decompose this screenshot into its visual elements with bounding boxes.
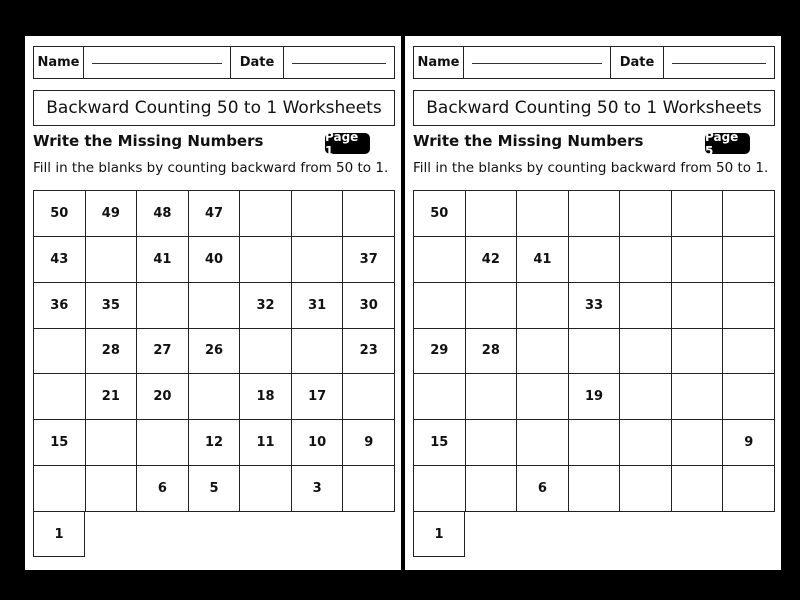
grid-cell[interactable]	[569, 191, 621, 237]
section-heading: Write the Missing Numbers	[413, 132, 644, 150]
grid-cell[interactable]	[292, 237, 344, 283]
worksheet-title: Backward Counting 50 to 1 Worksheets	[413, 90, 775, 126]
grid-cell[interactable]: 18	[240, 374, 292, 420]
grid-cell[interactable]: 50	[34, 191, 86, 237]
grid-cell[interactable]: 43	[34, 237, 86, 283]
grid-cell[interactable]: 47	[189, 191, 241, 237]
name-date-box	[413, 46, 775, 79]
grid-cell[interactable]: 28	[466, 329, 518, 375]
page-badge: Page 1	[325, 133, 370, 154]
last-number-cell[interactable]: 1	[33, 511, 85, 557]
grid-cell[interactable]: 26	[189, 329, 241, 375]
last-number-cell[interactable]: 1	[413, 511, 465, 557]
grid-cell[interactable]	[86, 466, 138, 512]
grid-cell[interactable]	[34, 374, 86, 420]
grid-cell[interactable]	[240, 237, 292, 283]
section-heading: Write the Missing Numbers	[33, 132, 264, 150]
grid-cell[interactable]	[137, 283, 189, 329]
grid-cell[interactable]: 30	[343, 283, 395, 329]
grid-cell[interactable]: 42	[466, 237, 518, 283]
grid-cell[interactable]: 48	[137, 191, 189, 237]
grid-cell[interactable]	[466, 191, 518, 237]
grid-cell[interactable]: 49	[86, 191, 138, 237]
instructions-text: Fill in the blanks by counting backward from 50 to 1.	[33, 160, 389, 176]
grid-cell[interactable]	[414, 466, 466, 512]
grid-cell[interactable]: 23	[343, 329, 395, 375]
grid-cell[interactable]: 9	[723, 420, 775, 466]
grid-cell[interactable]	[292, 329, 344, 375]
grid-cell[interactable]	[569, 466, 621, 512]
date-label: Date	[611, 47, 664, 78]
grid-cell[interactable]	[620, 237, 672, 283]
grid-cell[interactable]: 41	[517, 237, 569, 283]
grid-cell[interactable]	[414, 237, 466, 283]
worksheet-title: Backward Counting 50 to 1 Worksheets	[33, 90, 395, 126]
name-field[interactable]	[84, 47, 231, 78]
grid-cell[interactable]	[414, 283, 466, 329]
grid-cell[interactable]: 41	[137, 237, 189, 283]
grid-cell[interactable]: 28	[86, 329, 138, 375]
grid-cell[interactable]: 17	[292, 374, 344, 420]
grid-cell[interactable]	[86, 420, 138, 466]
grid-cell[interactable]	[466, 283, 518, 329]
grid-cell[interactable]	[672, 191, 724, 237]
name-date-box	[33, 46, 395, 79]
grid-cell[interactable]: 31	[292, 283, 344, 329]
grid-cell[interactable]: 19	[569, 374, 621, 420]
date-field[interactable]	[284, 47, 394, 78]
grid-cell[interactable]	[34, 466, 86, 512]
grid-cell[interactable]: 37	[343, 237, 395, 283]
grid-cell[interactable]: 5	[189, 466, 241, 512]
number-grid	[413, 190, 775, 512]
grid-cell[interactable]	[517, 191, 569, 237]
grid-cell[interactable]: 3	[292, 466, 344, 512]
grid-cell[interactable]	[240, 466, 292, 512]
grid-cell[interactable]: 15	[34, 420, 86, 466]
grid-cell[interactable]	[620, 329, 672, 375]
instructions-text: Fill in the blanks by counting backward from 50 to 1.	[413, 160, 769, 176]
grid-cell[interactable]: 21	[86, 374, 138, 420]
grid-cell[interactable]	[723, 329, 775, 375]
grid-cell[interactable]: 33	[569, 283, 621, 329]
grid-cell[interactable]	[343, 374, 395, 420]
grid-cell[interactable]: 11	[240, 420, 292, 466]
grid-cell[interactable]	[620, 420, 672, 466]
grid-cell[interactable]	[343, 466, 395, 512]
name-field[interactable]	[464, 47, 611, 78]
grid-cell[interactable]	[292, 191, 344, 237]
date-field[interactable]	[664, 47, 774, 78]
grid-cell[interactable]	[672, 420, 724, 466]
grid-cell[interactable]: 10	[292, 420, 344, 466]
grid-cell[interactable]	[466, 420, 518, 466]
name-line	[472, 63, 602, 64]
grid-cell[interactable]: 6	[137, 466, 189, 512]
grid-cell[interactable]	[466, 466, 518, 512]
grid-cell[interactable]	[672, 466, 724, 512]
grid-cell[interactable]	[517, 329, 569, 375]
grid-cell[interactable]	[672, 283, 724, 329]
grid-cell[interactable]	[189, 374, 241, 420]
grid-cell[interactable]	[620, 191, 672, 237]
grid-cell[interactable]: 32	[240, 283, 292, 329]
grid-cell[interactable]: 15	[414, 420, 466, 466]
grid-cell[interactable]	[343, 191, 395, 237]
name-line	[92, 63, 222, 64]
grid-cell[interactable]	[517, 374, 569, 420]
grid-cell[interactable]	[517, 420, 569, 466]
date-line	[292, 63, 386, 64]
grid-cell[interactable]	[620, 466, 672, 512]
grid-cell[interactable]	[569, 237, 621, 283]
worksheet-page-5	[405, 36, 781, 570]
grid-cell[interactable]: 20	[137, 374, 189, 420]
grid-cell[interactable]: 50	[414, 191, 466, 237]
grid-cell[interactable]	[137, 420, 189, 466]
grid-cell[interactable]: 6	[517, 466, 569, 512]
date-label: Date	[231, 47, 284, 78]
page-badge: Page 5	[705, 133, 750, 154]
grid-cell[interactable]	[569, 420, 621, 466]
grid-cell[interactable]	[517, 283, 569, 329]
grid-cell[interactable]: 29	[414, 329, 466, 375]
name-label: Name	[34, 47, 84, 78]
grid-cell[interactable]	[672, 329, 724, 375]
grid-cell[interactable]	[466, 374, 518, 420]
grid-cell[interactable]: 27	[137, 329, 189, 375]
grid-cell[interactable]	[240, 329, 292, 375]
grid-cell[interactable]	[620, 374, 672, 420]
grid-cell[interactable]	[34, 329, 86, 375]
grid-cell[interactable]	[723, 283, 775, 329]
grid-cell[interactable]	[723, 466, 775, 512]
grid-cell[interactable]	[569, 329, 621, 375]
grid-cell[interactable]: 36	[34, 283, 86, 329]
grid-cell[interactable]	[240, 191, 292, 237]
grid-cell[interactable]	[672, 237, 724, 283]
date-line	[672, 63, 766, 64]
grid-cell[interactable]	[414, 374, 466, 420]
name-label: Name	[414, 47, 464, 78]
grid-cell[interactable]	[189, 283, 241, 329]
grid-cell[interactable]: 9	[343, 420, 395, 466]
number-grid	[33, 190, 395, 512]
grid-cell[interactable]	[620, 283, 672, 329]
grid-cell[interactable]: 40	[189, 237, 241, 283]
grid-cell[interactable]	[672, 374, 724, 420]
worksheet-page-1	[25, 36, 401, 570]
grid-cell[interactable]	[86, 237, 138, 283]
grid-cell[interactable]: 12	[189, 420, 241, 466]
grid-cell[interactable]: 35	[86, 283, 138, 329]
grid-cell[interactable]	[723, 237, 775, 283]
grid-cell[interactable]	[723, 191, 775, 237]
grid-cell[interactable]	[723, 374, 775, 420]
